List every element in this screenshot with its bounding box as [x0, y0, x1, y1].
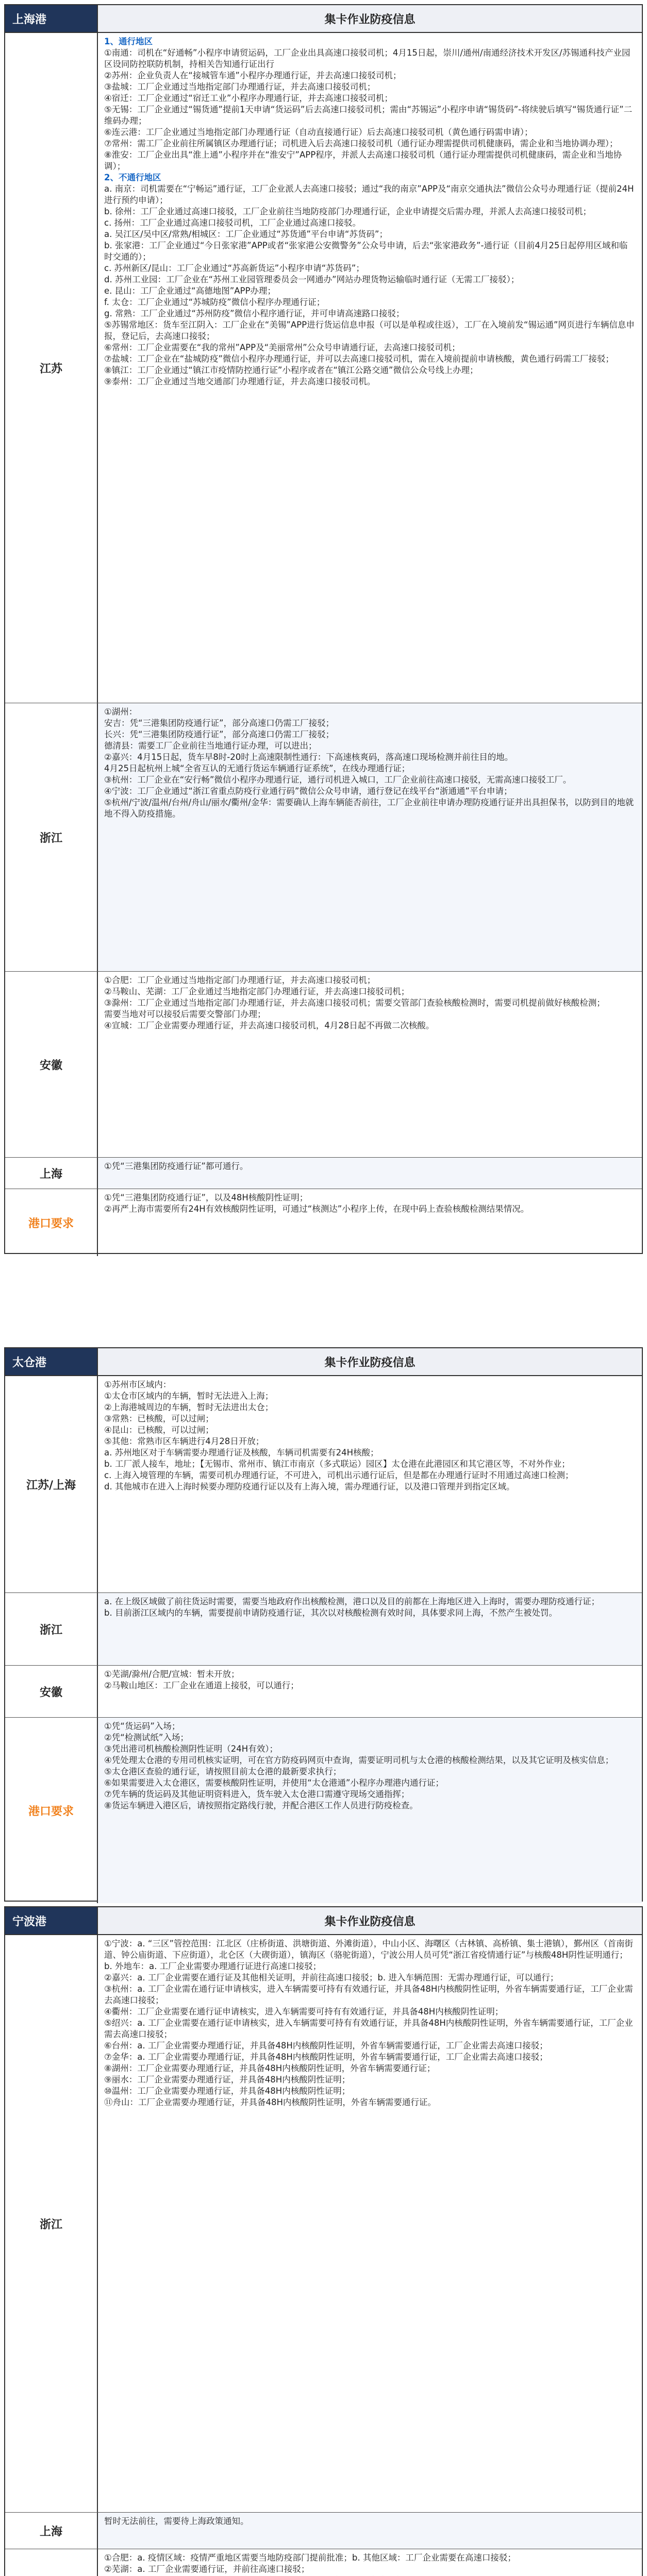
content-line: ⑥常州：工厂企业需要在“我的常州”APP及“美丽常州”公众号申请通行证，去高速口接驳司机； — [104, 343, 460, 352]
content-line: b. 目前浙江区域内的车辆，需要提前申请防疫通行证，其次以对核酸检测有效时间，具体要求同上海，不然产生被处罚。 — [104, 1608, 557, 1618]
port-section — [4, 1906, 643, 2576]
content-line: ②嘉兴：4月15日起，货车早8时-20时上高速限制性通行：下高速核爽码，落高速口现场检测并前往目的地。 — [104, 752, 513, 762]
content-line: ⑤无锡：工厂企业通过“锡货通”提前1天申请“货运码”后去高速口接驳司机；需由“苏锡运”小程序申请“锡货码”-将续驶后填写“锡货通行证”二维码办理； — [104, 105, 633, 126]
region-label: 浙江 — [5, 1935, 98, 2512]
content-line: ③凭出港司机核酸检测阴性证明（24H有效）； — [104, 1744, 278, 1754]
content-line: 1、通行地区 — [104, 37, 153, 46]
content-line: 4月25日起杭州上城“全省互认的无通行货运车辆通行证系统”，在线办理通行证； — [104, 764, 410, 773]
content-line: ②苏州：企业负责人在“接城管车通”小程序办理通行证，并去高速口接驳司机； — [104, 71, 402, 80]
content-line: ①南通：司机在“好通畅”小程序申请贸运码，工厂企业出具高速口接驳司机；4月15日起，崇川/通州/南通经济技术开发区/苏锡通科技产业园区设同防控联防机制，持相关告知通行证出行 — [104, 48, 631, 69]
port-name: 宁波港 — [5, 1907, 98, 1934]
region-content — [98, 703, 642, 971]
content-line: d. 其他城市在进入上海时候要办理防疫通行证以及有上海入境，需办理通行证，以及港口管理并到指定区域。 — [104, 1482, 515, 1492]
region-row — [5, 1935, 642, 2513]
content-line: ④宣城：工厂企业需要办理通行证，并去高速口接驳司机，4月28日起不再做二次核酸。 — [104, 1021, 435, 1030]
content-line: ③杭州：a. 工厂企业需在通行证申请核实，进入车辆需要可持有有效通行证，并具备48H内核酸阴性证明，外省车辆需要通行证，工厂企业需去高速口接驳； — [104, 1984, 633, 2005]
content-line: g. 常熟：工厂企业通过“苏州防疫”微信小程序通行证，并可申请高速路口接驳； — [104, 309, 405, 318]
port-name: 上海港 — [5, 5, 98, 32]
region-label: 浙江 — [5, 1593, 98, 1665]
region-row — [5, 33, 642, 703]
content-line: ③常熟：已核酸，可以过闸； — [104, 1414, 214, 1423]
region-label: 上海 — [5, 1158, 98, 1189]
content-line: ①宁波：a. “三区”管控范围：江北区（庄桥街道、洪塘街道、外滩街道），中山小区、海曙区（古林镇、高桥镇、集士港镇），鄞州区（首南街道、钟公庙街道、下应街道），北仑区（大碶街道），镇海区（骆驼街道），宁波公用人员可凭“浙江省疫情通行证”与核酸48H阴性证明通行； — [104, 1939, 633, 1960]
port-title: 集卡作业防疫信息 — [98, 1907, 642, 1934]
region-row — [5, 1593, 642, 1666]
content-line: b. 张家港：工厂企业通过“今日张家港”APP或者“张家港公安微警务”公众号申请，后去“张家港政务”-通行证（目前4月25日起停用区域和临时交通的）； — [104, 241, 628, 262]
content-line: c. 上海入境管理的车辆，需要司机办理通行证，不可进入，司机出示通行证后，但是都在办理通行证时不用通过高速口检测； — [104, 1470, 574, 1480]
region-row — [5, 1666, 642, 1718]
region-row — [5, 1189, 642, 1256]
content-line: ⑤绍兴：a. 工厂企业需要在通行证申请核实，进入车辆需要可持有有效通行证，并具备48H内核酸阴性证明，外省车辆需要通行证，工厂企业需去高速口接驳； — [104, 2018, 633, 2039]
content-line: b. 徐州：工厂企业通过高速口接驳，工厂企业前往当地防疫部门办理通行证，企业申请提交后需办理，并派人去高速口接驳司机； — [104, 207, 591, 216]
content-line: ②凭“检测试纸”入场； — [104, 1733, 189, 1742]
region-label: 江苏 — [5, 33, 98, 703]
content-line: ④衢州：工厂企业需要在通行证申请核实，进入车辆需要可持有有效通行证，并具备48H内核酸阴性证明； — [104, 2007, 504, 2016]
content-line: f. 太仓：工厂企业通过“苏城防疫”微信小程序办理通行证； — [104, 297, 325, 307]
content-line: ⑨泰州：工厂企业通过当地交通部门办理通行证，并去高速口接驳司机。 — [104, 377, 376, 386]
content-line: 2、不通行地区 — [104, 173, 161, 182]
content-line: ⑥连云港：工厂企业通过当地指定部门办理通行证（自动直接通行证）后去高速口接驳司机（黄色通行码需申请）； — [104, 127, 533, 137]
region-content — [98, 1593, 642, 1665]
region-label: 上海 — [5, 2513, 98, 2549]
content-line: a. 南京：司机需要在“宁畅运”通行证，工厂企业派人去高速口接驳；通过“我的南京”APP及“南京交通执法”微信公众号办理通行证（提前24H进行预约申请）； — [104, 184, 634, 205]
region-content — [98, 972, 642, 1157]
region-row — [5, 2549, 642, 2576]
region-label: 安徽 — [5, 1666, 98, 1717]
port-title: 集卡作业防疫信息 — [98, 5, 642, 32]
content-line: ⑦常州：需工厂企业前往所属镇区办理通行证；司机进入后去高速口接驳司机（通行证办理需提供司机健康码，需企业和当地协调办理）； — [104, 139, 618, 148]
region-row — [5, 972, 642, 1158]
content-line: ⑦盐城：工厂企业在“盐城防疫”微信小程序办理通行证，并可以去高速口接驳司机，需在入境前提前申请核酸，黄色通行码需工厂接驳； — [104, 354, 614, 364]
content-line: ⑦凭车辆的货运码及其他证明资料进入，货车驶入太仓港口需遵守现场交通指挥； — [104, 1789, 410, 1799]
content-line: ②上海港城周边的车辆，暂时无法进出太仓； — [104, 1402, 274, 1412]
content-line: d. 苏州工业园：工厂企业在“苏州工业园管理委员会一网通办”网站办理货物运输临时通行证（无需工厂接驳）； — [104, 275, 520, 284]
content-line: 安吉：凭“三港集团防疫通行证”，部分高速口仍需工厂接驳； — [104, 718, 335, 728]
region-label: 港口要求 — [5, 1189, 98, 1256]
content-line: ②再严上海市需要所有24H有效核酸阴性证明，可通过“核测达”小程序上传，在现中码上查验核酸检测结果情况。 — [104, 1204, 529, 1214]
content-line: ⑤苏锡常地区：货车至江阴入：工厂企业在“美锡”APP进行货运信息申报（可以是单程或往返），工厂在入境前发“锡运通”网页进行车辆信息申报，登记后，去高速口接驳； — [104, 320, 635, 341]
port-header — [5, 1907, 642, 1935]
content-line: ⑥如果需要进入太仓港区，需要核酸阴性证明，并使用“太仓港通”小程序办理港内通行证； — [104, 1778, 444, 1788]
content-line: ⑧货运车辆进入港区后，请按照指定路线行驶，并配合港区工作人员进行防疫检查。 — [104, 1801, 418, 1810]
content-line: ②马鞍山、芜湖：工厂企业通过当地指定部门办理通行证，并去高速口接驳司机； — [104, 987, 410, 996]
content-line: ②嘉兴：a. 工厂企业需要在通行证及其他相关证明，并前往高速口接驳；b. 进入车辆范围：无需办理通行证，可以通行； — [104, 1973, 559, 1982]
content-line: ④宿迁：工厂企业通过“宿迁工业”小程序办理通行证，并去高速口接驳司机； — [104, 93, 393, 103]
content-line: ③盐城：工厂企业通过当地指定部门办理通行证，并去高速口接驳司机； — [104, 82, 376, 92]
region-content — [98, 1935, 642, 2512]
content-line: ⑥台州：a. 工厂企业需要办理通行证，并具备48H内核酸阴性证明，外省车辆需要通行证，工厂企业需去高速口接驳； — [104, 2041, 548, 2050]
content-line: ④宁波：工厂企业通过“浙江省重点防疫行业通行码”微信公众号申请，通行登记在线平台“浙通通”平台申请； — [104, 786, 512, 796]
region-label: 港口要求 — [5, 1718, 98, 1903]
content-line: 需要当地对可以接驳后需要交警部门办理； — [104, 1009, 266, 1019]
region-row — [5, 1376, 642, 1593]
content-line: ①凭“货运码”入场； — [104, 1721, 180, 1731]
content-line: c. 扬州：工厂企业通过高速口接驳司机，工厂企业通过高速口接驳。 — [104, 218, 361, 228]
region-content — [98, 33, 642, 703]
content-line: ⑤其他：常熟市区车辆进行4月28日开放； — [104, 1436, 264, 1446]
content-line: 德清县：需要工厂企业前往当地通行证办理，可以进出； — [104, 741, 317, 751]
port-title: 集卡作业防疫信息 — [98, 1348, 642, 1375]
content-line: ②芜湖：a. 工厂企业需要通行证，并前往高速口接驳； — [104, 2564, 310, 2574]
region-label: 浙江 — [5, 703, 98, 971]
content-line: ④昆山：已核酸，可以过闸； — [104, 1425, 214, 1435]
content-line: ①湖州： — [104, 707, 138, 717]
content-line: ①合肥：工厂企业通过当地指定部门办理通行证，并去高速口接驳司机； — [104, 975, 376, 985]
content-line: b. 工厂派人接车，地址；【无锡市、常州市、镇江市南京（多式联运）园区】太仓港在此港园区和其它港区等，不对外作业； — [104, 1459, 570, 1469]
region-content — [98, 1158, 642, 1189]
content-line: ①芜湖/滁州/合肥/宣城：暂未开放； — [104, 1669, 240, 1679]
region-content — [98, 1189, 642, 1256]
content-line: ⑦金华：a. 工厂企业需要办理通行证，并具备48H内核酸阴性证明，外省车辆需要通行证，工厂企业需去高速口接驳； — [104, 2052, 548, 2062]
port-section — [4, 4, 643, 1254]
content-line: ⑧淮安：工厂企业出具“淮上通”小程序并在“淮安宁”APP程序，并派人去高速口接驳司机（通行证办理需提供司机健康码，需企业和当地协调）； — [104, 150, 622, 171]
content-line: ②马鞍山地区：工厂企业在通道上接驳，可以通行； — [104, 1681, 299, 1690]
content-line: a. 在上级区域做了前往货运时需要，需要当地政府作出核酸检测，港口以及目的前都在上海地区进入上海时，需要办理防疫通行证； — [104, 1597, 600, 1606]
region-row — [5, 2513, 642, 2549]
region-content — [98, 2549, 642, 2576]
region-label: 安徽 — [5, 972, 98, 1157]
content-line: ⑧湖州：工厂企业需要办理通行证，并具备48H内核酸阴性证明，外省车辆需要通行证； — [104, 2063, 436, 2073]
port-section — [4, 1347, 643, 1902]
port-header — [5, 1348, 642, 1376]
region-label — [5, 2549, 98, 2576]
content-line: ③滁州：工厂企业通过当地指定部门办理通行证，并去高速口接驳司机；需要交管部门查验核酸检测时，需要司机提前做好核酸检测； — [104, 998, 605, 1008]
content-line: ④凭处理太仓港的专用司机核实证明，可在官方防疫码网页中查询，需要证明司机与太仓港的核酸检测结果，以及其它证明及核实信息； — [104, 1755, 614, 1765]
content-line: ⑧镇江：工厂企业通过“镇江市疫情防控通行证”小程序或者在“镇江公路交通”微信公众号线上办理； — [104, 365, 478, 375]
content-line: ①凭“三港集团防疫通行证”都可通行。 — [104, 1161, 248, 1171]
region-content — [98, 1376, 642, 1592]
region-row — [5, 1718, 642, 1903]
content-line: ⑩温州：工厂企业需要办理通行证，并具备48H内核酸阴性证明； — [104, 2086, 351, 2096]
region-content — [98, 2513, 642, 2549]
content-line: ①太仓市区域内的车辆，暂时无法进入上海； — [104, 1391, 274, 1401]
region-row — [5, 1158, 642, 1189]
region-content — [98, 1666, 642, 1717]
content-line: 长兴：凭“三港集团防疫通行证”，部分高速口仍需工厂接驳； — [104, 730, 335, 739]
content-line: ⑤杭州/宁波/温州/台州/舟山/丽水/衢州/金华：需要确认上海车辆能否前往，工厂企业前往申请办理防疫通行证并出具担保书，以防到目的地就地不得入防疫措施。 — [104, 798, 634, 819]
port-header — [5, 5, 642, 33]
content-line: ①合肥：a. 疫情区域：疫情严重地区需要当地防疫部门提前批准；b. 其他区域：工厂企业需要在高速口接驳； — [104, 2553, 516, 2563]
content-line: 暂时无法前往，需要待上海政策通知。 — [104, 2516, 249, 2526]
content-line: a. 苏州地区对于车辆需要办理通行证及核酸，车辆司机需要有24H核酸； — [104, 1448, 379, 1458]
port-name: 太仓港 — [5, 1348, 98, 1375]
content-line: ①凭“三港集团防疫通行证”，以及48H核酸阴性证明； — [104, 1193, 308, 1202]
content-line: e. 昆山：工厂企业通过“高德地图”APP办理； — [104, 286, 276, 296]
content-line: a. 吴江区/吴中区/常熟/相城区：工厂企业通过“苏货通”平台申请“苏货码”； — [104, 229, 388, 239]
region-content — [98, 1718, 642, 1903]
content-line: ③杭州：工厂企业在“安行畅”微信小程序办理通行证，通行司机进入城口，工厂企业前往高速口接驳，无需高速口接驳工厂。 — [104, 775, 572, 785]
content-line: c. 苏州新区/昆山：工厂企业通过“苏高新货运”小程序申请“苏货码”； — [104, 263, 364, 273]
content-line: ⑨丽水：工厂企业需要办理通行证，并具备48H内核酸阴性证明； — [104, 2075, 351, 2084]
content-line: ⑤太仓港区查验的通行证，请按照目前太仓港的最新要求执行； — [104, 1767, 342, 1776]
region-label: 江苏/上海 — [5, 1376, 98, 1592]
content-line: ⑪舟山：工厂企业需要办理通行证，并具备48H内核酸阴性证明，外省车辆需要通行证。 — [104, 2097, 436, 2107]
region-row — [5, 703, 642, 972]
content-line: b. 外地车：a. 工厂企业需要办理通行证进行高速口接驳； — [104, 1961, 322, 1971]
content-line: ①苏州市区域内： — [104, 1380, 172, 1389]
